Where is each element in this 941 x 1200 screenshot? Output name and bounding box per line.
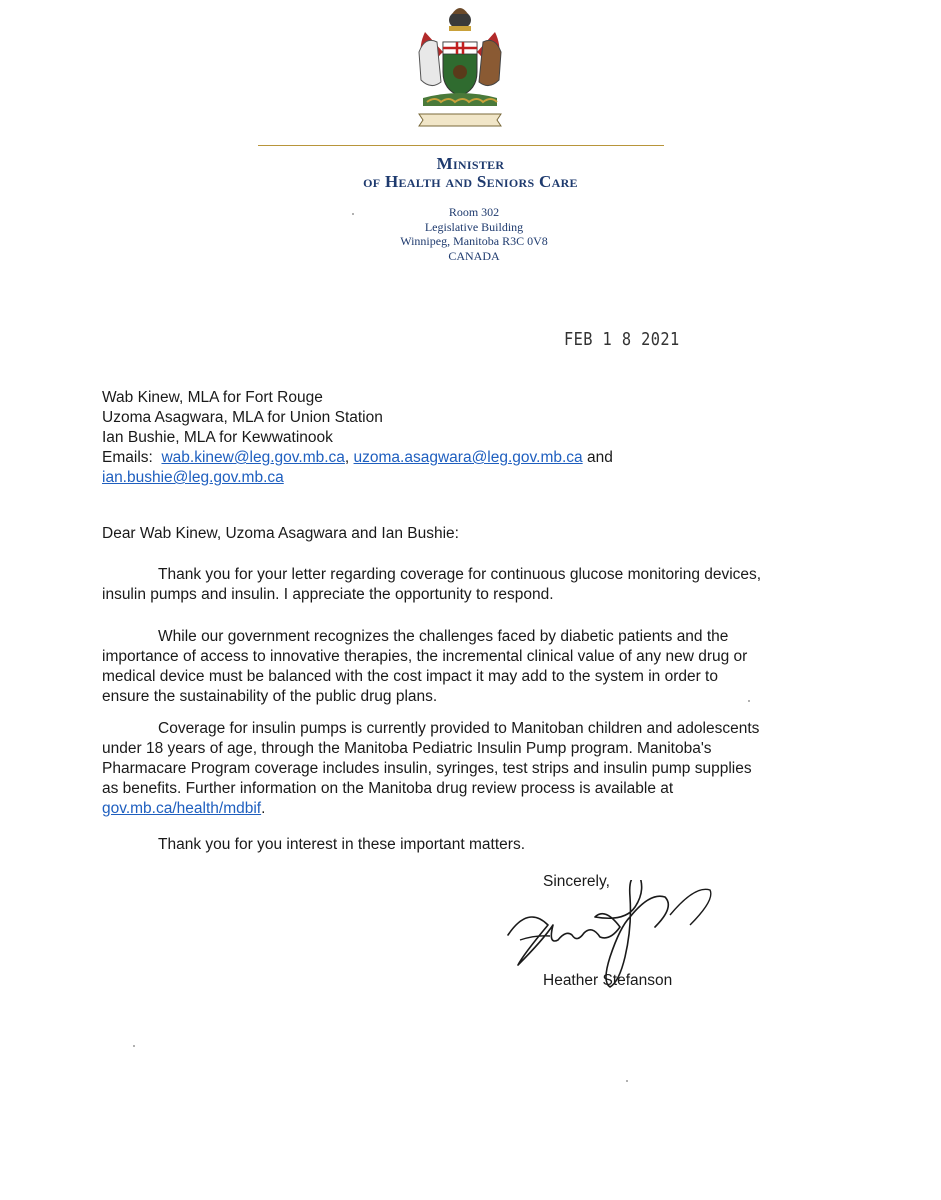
paragraph-line: Thank you for your letter regarding coverage for continuous glucose monitoring devices, xyxy=(158,566,762,583)
paragraph-line: importance of access to innovative therapies, the incremental clinical value of any new drug or xyxy=(102,648,748,665)
emails-line xyxy=(102,448,862,468)
email-link-bushie[interactable]: ian.bushie@leg.gov.mb.ca xyxy=(102,469,284,486)
ministry-title-line1: Minister xyxy=(436,154,505,173)
email-separator: , xyxy=(344,449,350,466)
paragraph-thanks xyxy=(102,565,822,605)
recipient-line: Ian Bushie, MLA for Kewwatinook xyxy=(102,429,333,446)
paragraph-line: medical device must be balanced with the cost impact it may add to the system in order to xyxy=(102,668,718,685)
scan-speck xyxy=(748,700,750,702)
email-link-asagwara[interactable]: uzoma.asagwara@leg.gov.mb.ca xyxy=(353,449,583,466)
paragraph-closing xyxy=(102,835,822,855)
paragraph-line: as benefits. Further information on the Manitoba drug review process is available at xyxy=(102,780,674,797)
manitoba-coat-of-arms-icon xyxy=(405,2,515,140)
ministry-title-line2: of Health and Seniors Care xyxy=(363,172,578,191)
recipient-line: Uzoma Asagwara, MLA for Union Station xyxy=(102,409,383,426)
date-stamp: FEB 1 8 2021 xyxy=(564,329,680,350)
paragraph-line: Thank you for you interest in these important matters. xyxy=(158,836,526,853)
closing-sincerely: Sincerely, xyxy=(543,873,610,890)
address-line: Legislative Building xyxy=(424,219,524,234)
paragraph-line: Coverage for insulin pumps is currently provided to Manitoban children and adolescents xyxy=(158,720,760,737)
email-link-kinew[interactable]: wab.kinew@leg.gov.mb.ca xyxy=(161,449,345,466)
recipient-line: Wab Kinew, MLA for Fort Rouge xyxy=(102,389,323,406)
address-line: CANADA xyxy=(448,248,500,263)
paragraph-line: under 18 years of age, through the Manitoba Pediatric Insulin Pump program. Manitoba's xyxy=(102,740,712,757)
letterhead-rule xyxy=(258,145,664,146)
scan-speck xyxy=(626,1080,628,1082)
paragraph-line: insulin pumps and insulin. I appreciate the opportunity to respond. xyxy=(102,586,554,603)
paragraph-line: ensure the sustainability of the public drug plans. xyxy=(102,688,438,705)
mdbif-link[interactable]: gov.mb.ca/health/mdbif xyxy=(102,800,262,817)
recipient-block xyxy=(102,388,862,488)
ministry-address xyxy=(362,205,586,263)
emails-label: Emails: xyxy=(102,449,153,466)
paragraph-government xyxy=(102,627,822,707)
paragraph-line: While our government recognizes the challenges faced by diabetic patients and the xyxy=(158,628,729,645)
salutation: Dear Wab Kinew, Uzoma Asagwara and Ian Bushie: xyxy=(102,525,459,542)
paragraph-line xyxy=(102,799,822,819)
signer-name: Heather Stefanson xyxy=(543,972,673,989)
address-line: Room 302 xyxy=(448,205,500,219)
handwritten-signature-icon xyxy=(500,880,730,1010)
paragraph-coverage xyxy=(102,719,822,819)
scan-speck xyxy=(133,1045,135,1047)
address-line: Winnipeg, Manitoba R3C 0V8 xyxy=(400,234,548,248)
email-and: and xyxy=(586,449,613,466)
paragraph-line: Pharmacare Program coverage includes insulin, syringes, test strips and insulin pump supplies xyxy=(102,760,752,777)
scan-speck xyxy=(352,213,354,215)
period: . xyxy=(261,800,266,817)
